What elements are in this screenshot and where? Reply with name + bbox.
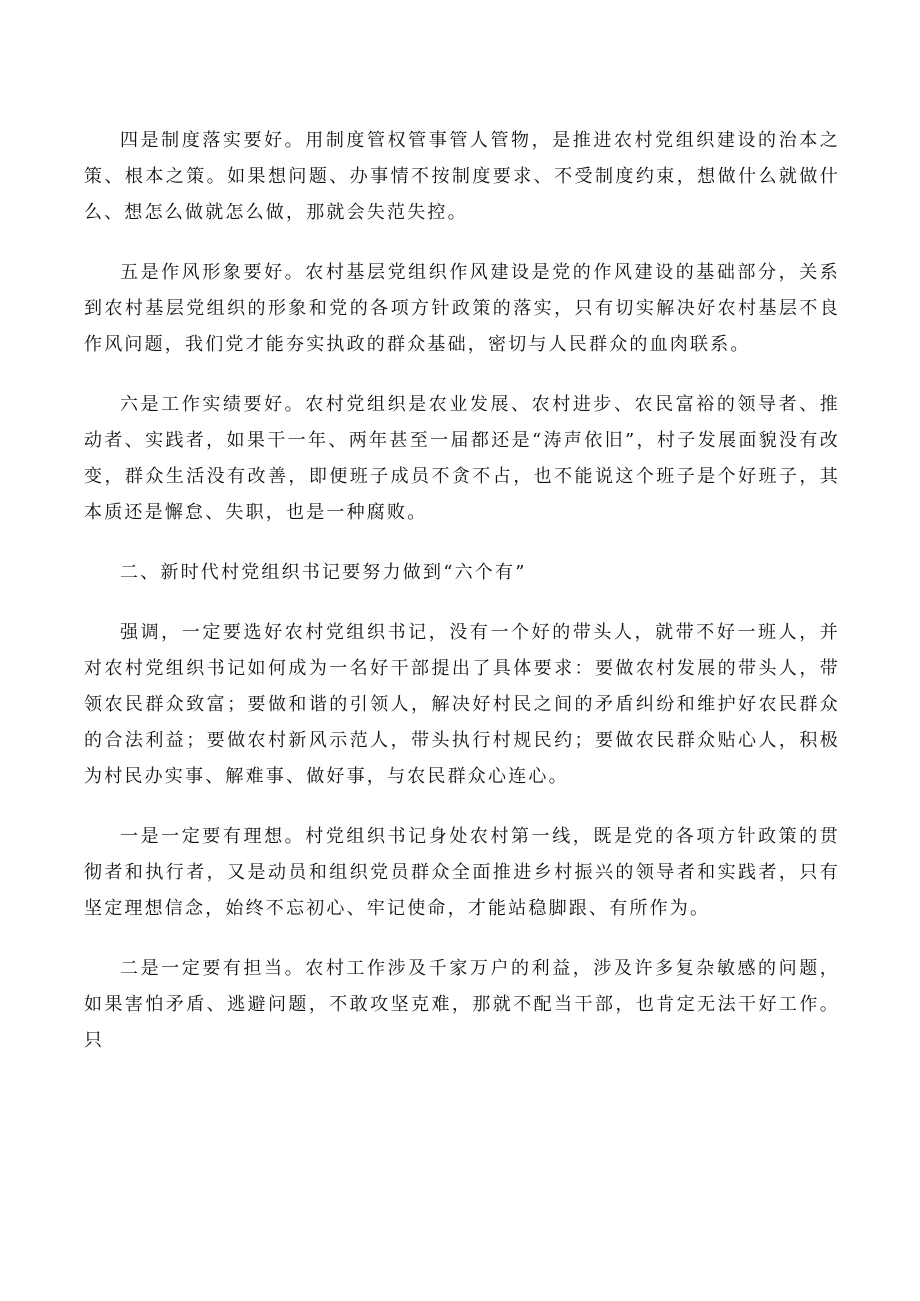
paragraph-have-ideals: 一是一定要有理想。村党组织书记身处农村第一线，既是党的各项方针政策的贯彻者和执行者，又是动员和组织党员群众全面推进乡村振兴的领导者和实践者，只有坚定理想信念，始终不忘初心、牢记使命，才能站稳脚跟、有所作为。 — [84, 826, 840, 919]
paragraph-have-responsibility: 二是一定要有担当。农村工作涉及千家万户的利益，涉及许多复杂敏感的问题，如果害怕矛盾、逃避问题，不敢攻坚克难，那就不配当干部，也肯定无法干好工作。只 — [84, 958, 840, 1051]
paragraph-institution-implementation: 四是制度落实要好。用制度管权管事管人管物，是推进农村党组织建设的治本之策、根本之策。如果想问题、办事情不按制度要求、不受制度约束，想做什么就做什么、想怎么做就怎么做，那就会失范失控。 — [84, 130, 840, 223]
paragraph-work-performance: 六是工作实绩要好。农村党组织是农业发展、农村进步、农民富裕的领导者、推动者、实践者，如果干一年、两年甚至一届都还是“涛声依旧”，村子发展面貌没有改变，群众生活没有改善，即便班子成员不贪不占，也不能说这个班子是个好班子，其本质还是懈怠、失职，也是一种腐败。 — [84, 394, 840, 523]
section-heading-six-haves: 二、新时代村党组织书记要努力做到“六个有” — [120, 562, 527, 583]
paragraph-work-style: 五是作风形象要好。农村基层党组织作风建设是党的作风建设的基础部分，关系到农村基层党组织的形象和党的各项方针政策的落实，只有切实解决好农村基层不良作风问题，我们党才能夯实执政的群众基础，密切与人民群众的血肉联系。 — [84, 262, 840, 355]
document-body — [84, 123, 840, 1083]
paragraph-secretary-requirements: 强调，一定要选好农村党组织书记，没有一个好的带头人，就带不好一班人，并对农村党组织书记如何成为一名好干部提出了具体要求：要做农村发展的带头人，带领农民群众致富；要做和谐的引领人，解决好村民之间的矛盾纠纷和维护好农民群众的合法利益；要做农村新风示范人，带头执行村规民约；要做农民群众贴心人，积极为村民办实事、解难事、做好事，与农民群众心连心。 — [84, 622, 840, 787]
